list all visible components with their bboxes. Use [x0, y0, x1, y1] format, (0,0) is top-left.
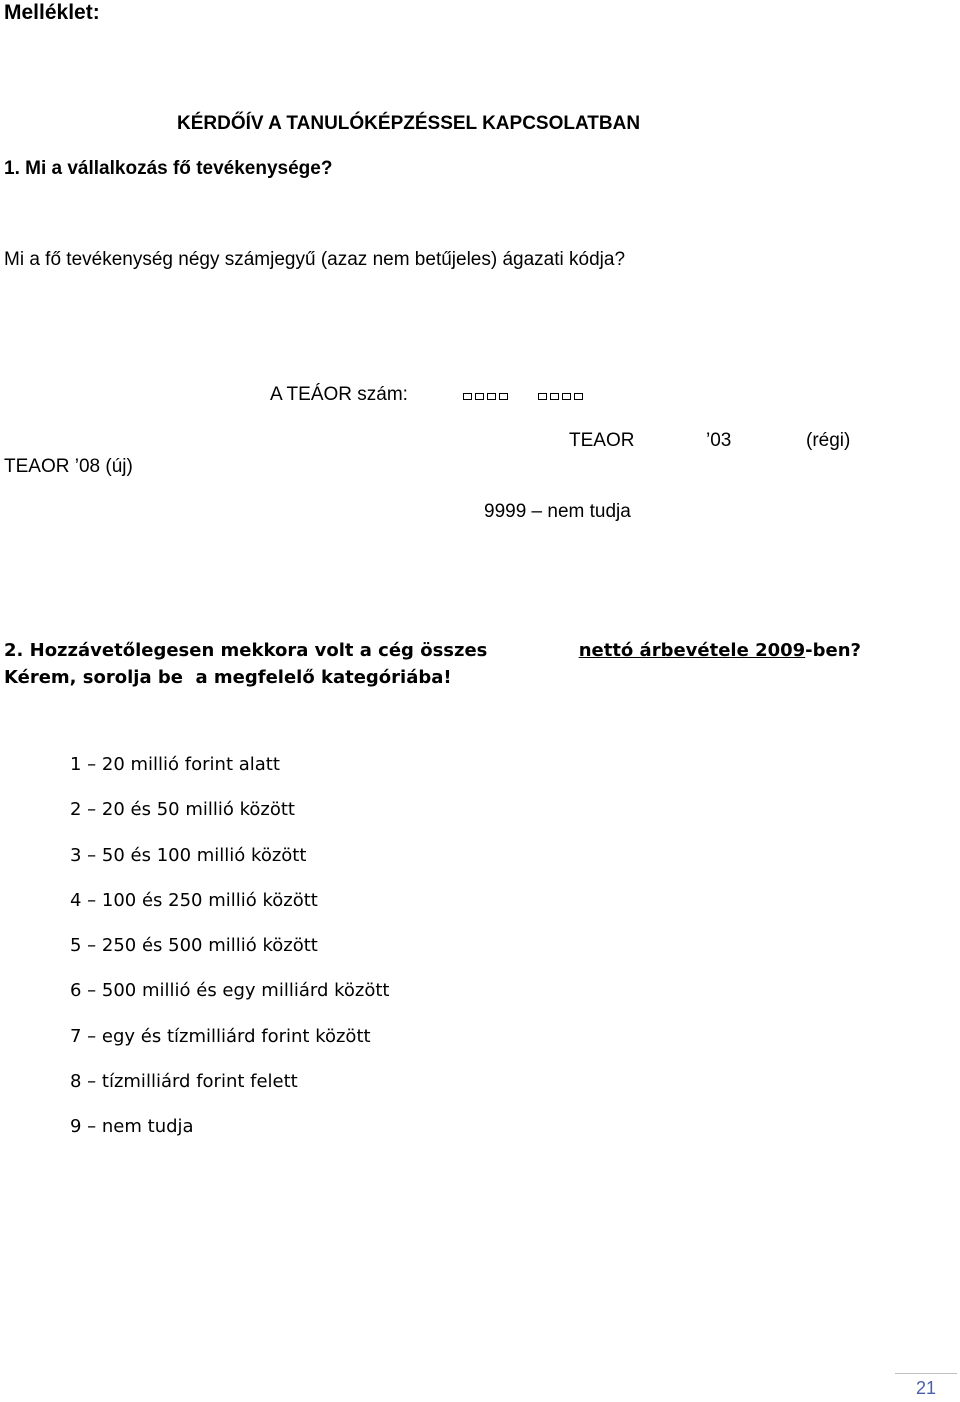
teaor08-label: TEAOR ’08 (új): [4, 456, 133, 477]
option-item[interactable]: 6 – 500 millió és egy milliárd között: [70, 980, 390, 1002]
teaor03-label-word: TEAOR: [569, 430, 635, 451]
appendix-heading: Melléklet:: [4, 1, 100, 24]
question-2-end: -ben?: [805, 640, 861, 661]
option-item[interactable]: 8 – tízmilliárd forint felett: [70, 1071, 298, 1093]
question-1: 1. Mi a vállalkozás fő tevékenysége?: [4, 158, 333, 179]
digit-box[interactable]: [538, 393, 547, 400]
digit-box[interactable]: [574, 393, 583, 400]
answer-unknown: 9999 – nem tudja: [484, 501, 631, 522]
question-2-line-2: Kérem, sorolja be a megfelelő kategóriába!: [4, 667, 452, 688]
teaor-code-boxes-left[interactable]: [463, 393, 508, 400]
question-1-subquestion: Mi a fő tevékenység négy számjegyű (azaz nem betűjeles) ágazati kódja?: [4, 249, 626, 270]
digit-box[interactable]: [463, 393, 472, 400]
digit-box[interactable]: [487, 393, 496, 400]
question-2-line-1: [4, 637, 861, 664]
page-number-rule: [895, 1373, 957, 1374]
teaor-number-label: A TEÁOR szám:: [270, 384, 408, 405]
revenue-options-list: [70, 752, 389, 1160]
question-2-start: 2. Hozzávetőlegesen mekkora volt a cég összes: [4, 640, 488, 661]
digit-box[interactable]: [475, 393, 484, 400]
option-item[interactable]: 1 – 20 millió forint alatt: [70, 754, 280, 775]
questionnaire-title: KÉRDŐÍV A TANULÓKÉPZÉSSEL KAPCSOLATBAN: [177, 113, 641, 134]
digit-box[interactable]: [550, 393, 559, 400]
option-item[interactable]: 4 – 100 és 250 millió között: [70, 889, 318, 911]
teaor03-label-note: (régi): [806, 430, 851, 451]
option-item[interactable]: 3 – 50 és 100 millió között: [70, 844, 307, 866]
question-2-emphasis: [579, 637, 861, 664]
teaor-code-boxes-right[interactable]: [538, 393, 583, 400]
teaor03-label-year: ’03: [706, 430, 732, 451]
option-item[interactable]: 2 – 20 és 50 millió között: [70, 799, 295, 821]
question-2: [4, 637, 861, 691]
option-item[interactable]: 9 – nem tudja: [70, 1116, 194, 1138]
digit-box[interactable]: [562, 393, 571, 400]
page-number: 21: [916, 1378, 937, 1398]
digit-box[interactable]: [499, 393, 508, 400]
option-item[interactable]: 7 – egy és tízmilliárd forint között: [70, 1025, 371, 1047]
option-item[interactable]: 5 – 250 és 500 millió között: [70, 935, 318, 957]
net-revenue-underlined: nettó árbevétele 2009: [578, 640, 806, 661]
